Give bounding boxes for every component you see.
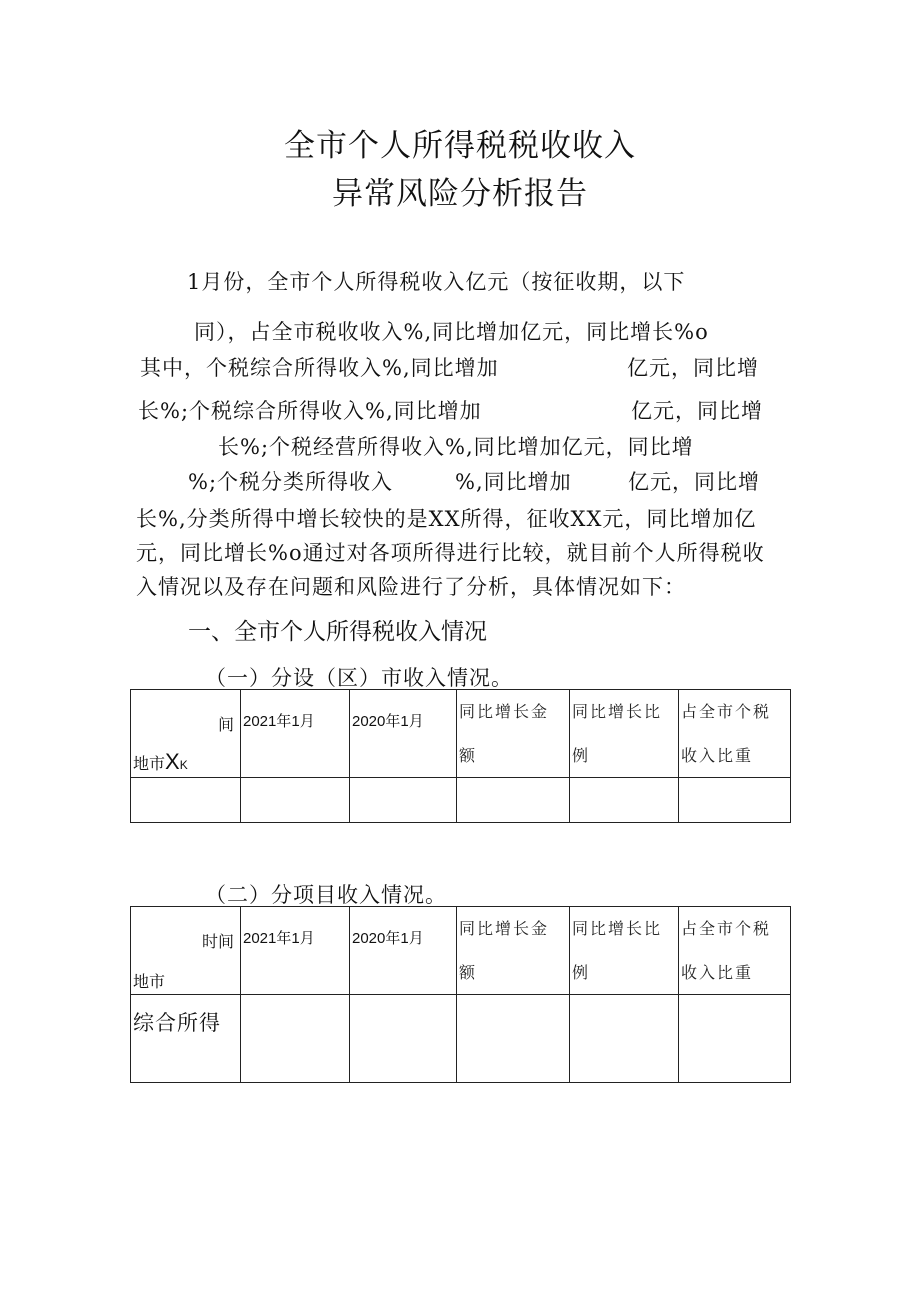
body-line-6a: %;个税分类所得收入 [188,470,394,494]
body-line-9: 入情况以及存在问题和风险进行了分析，具体情况如下： [136,575,686,599]
subsection-2-heading: （二）分项目收入情况。 [205,883,447,907]
body-line-5: 长%;个税经营所得收入%,同比增加亿元，同比增 [218,435,694,459]
header-growth-ratio: 同比增长比例 [570,907,679,995]
table-corner-cell [131,690,241,778]
corner-time-label: 间 [217,715,234,734]
body-line-6b: %,同比增加 [455,470,572,494]
header-2021: 2021年1月 [241,907,350,995]
table-header-row [131,690,791,778]
header-growth-amount: 同比增长金额 [457,690,570,778]
table-header-row [131,907,791,995]
body-line-6c: 亿元，同比增 [628,470,760,494]
row-label-comprehensive: 综合所得 [133,1011,221,1035]
table-row [131,778,791,823]
section-heading: 一、全市个人所得税收入情况 [188,619,487,645]
body-line-3b: 亿元，同比增 [627,356,759,380]
body-line-4b: 亿元，同比增 [631,399,763,423]
table-corner-cell [131,907,241,995]
corner-time-label: 时间 [201,932,234,951]
header-2020: 2020年1月 [350,690,457,778]
header-2021: 2021年1月 [241,690,350,778]
corner-region-label: 地市XK [133,749,188,774]
report-title-line1: 全市个人所得税税收收入 [284,128,636,164]
header-share: 占全市个税收入比重 [679,907,791,995]
body-line-4a: 长%;个税综合所得收入%,同比增加 [138,399,482,423]
body-line-8: 元，同比增长%o通过对各项所得进行比较，就目前个人所得税收 [136,541,765,565]
body-line-3a: 其中，个税综合所得收入%,同比增加 [140,356,499,380]
subsection-1-heading: （一）分设（区）市收入情况。 [205,666,513,690]
row-label-cell [131,995,241,1083]
header-share: 占全市个税收入比重 [679,690,791,778]
body-line-2: 同），占全市税收收入%,同比增加亿元，同比增长%o [194,320,709,344]
body-line-7: 长%,分类所得中增长较快的是XX所得，征收XX元，同比增加亿 [136,507,757,531]
table-row [131,995,791,1083]
header-growth-ratio: 同比增长比例 [570,690,679,778]
header-2020: 2020年1月 [350,907,457,995]
category-income-table [130,906,791,1083]
header-growth-amount: 同比增长金额 [457,907,570,995]
report-title-line2: 异常风险分析报告 [332,176,588,212]
city-income-table [130,689,791,823]
corner-region-label: 地市 [133,972,166,991]
body-line-1: 1月份，全市个人所得税收入亿元（按征收期，以下 [187,270,686,294]
